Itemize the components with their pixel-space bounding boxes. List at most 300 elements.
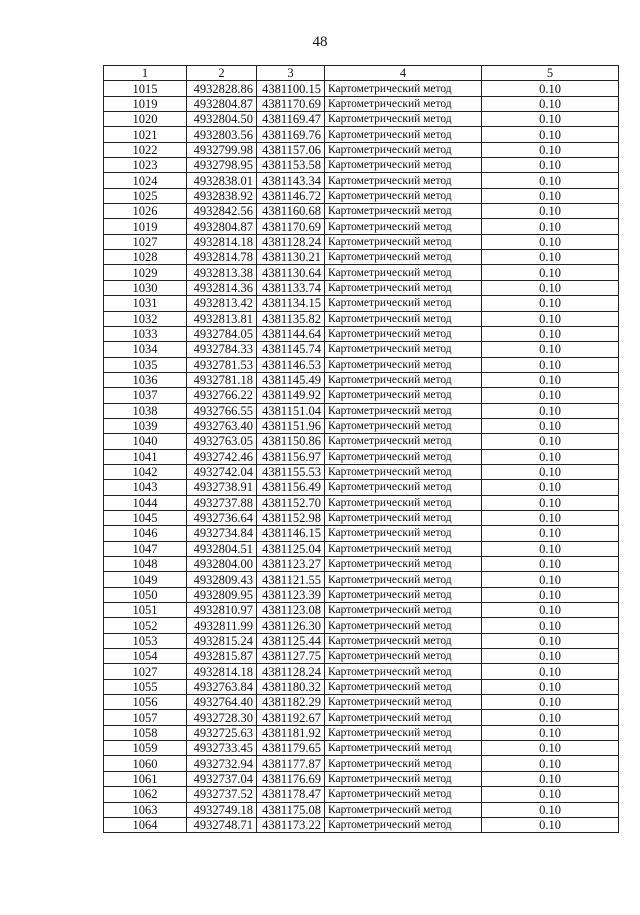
table-row (104, 342, 619, 357)
y-coordinate-cell: 4381157.06 (257, 142, 325, 157)
table-row (104, 219, 619, 234)
point-number-cell: 1040 (104, 434, 187, 449)
method-cell: Картометрический метод (325, 449, 482, 464)
x-coordinate-cell: 4932813.42 (187, 296, 257, 311)
x-coordinate-cell: 4932763.84 (187, 679, 257, 694)
table-row (104, 250, 619, 265)
x-coordinate-cell: 4932732.94 (187, 756, 257, 771)
table-row (104, 464, 619, 479)
method-cell: Картометрический метод (325, 158, 482, 173)
y-coordinate-cell: 4381146.53 (257, 357, 325, 372)
y-coordinate-cell: 4381130.64 (257, 265, 325, 280)
x-coordinate-cell: 4932814.78 (187, 250, 257, 265)
header-col-4: 4 (325, 66, 482, 81)
y-coordinate-cell: 4381181.92 (257, 725, 325, 740)
point-number-cell: 1047 (104, 541, 187, 556)
method-cell: Картометрический метод (325, 741, 482, 756)
x-coordinate-cell: 4932828.86 (187, 81, 257, 96)
table-row (104, 725, 619, 740)
table-row (104, 311, 619, 326)
method-cell: Картометрический метод (325, 541, 482, 556)
point-number-cell: 1056 (104, 695, 187, 710)
method-cell: Картометрический метод (325, 296, 482, 311)
method-cell: Картометрический метод (325, 388, 482, 403)
y-coordinate-cell: 4381123.27 (257, 557, 325, 572)
accuracy-cell: 0.10 (482, 296, 619, 311)
table-row (104, 142, 619, 157)
accuracy-cell: 0.10 (482, 403, 619, 418)
method-cell: Картометрический метод (325, 112, 482, 127)
x-coordinate-cell: 4932737.52 (187, 787, 257, 802)
method-cell: Картометрический метод (325, 403, 482, 418)
point-number-cell: 1053 (104, 633, 187, 648)
method-cell: Картометрический метод (325, 649, 482, 664)
accuracy-cell: 0.10 (482, 250, 619, 265)
x-coordinate-cell: 4932815.24 (187, 633, 257, 648)
method-cell: Картометрический метод (325, 234, 482, 249)
accuracy-cell: 0.10 (482, 142, 619, 157)
x-coordinate-cell: 4932784.05 (187, 326, 257, 341)
accuracy-cell: 0.10 (482, 158, 619, 173)
table-header-row (104, 66, 619, 81)
accuracy-cell: 0.10 (482, 771, 619, 786)
y-coordinate-cell: 4381155.53 (257, 464, 325, 479)
table-row (104, 388, 619, 403)
method-cell: Картометрический метод (325, 188, 482, 203)
table-row (104, 81, 619, 96)
y-coordinate-cell: 4381180.32 (257, 679, 325, 694)
point-number-cell: 1061 (104, 771, 187, 786)
accuracy-cell: 0.10 (482, 357, 619, 372)
method-cell: Картометрический метод (325, 434, 482, 449)
y-coordinate-cell: 4381143.34 (257, 173, 325, 188)
point-number-cell: 1045 (104, 510, 187, 525)
table-row (104, 127, 619, 142)
table-row (104, 234, 619, 249)
point-number-cell: 1055 (104, 679, 187, 694)
x-coordinate-cell: 4932736.64 (187, 510, 257, 525)
method-cell: Картометрический метод (325, 372, 482, 387)
x-coordinate-cell: 4932838.01 (187, 173, 257, 188)
x-coordinate-cell: 4932803.56 (187, 127, 257, 142)
x-coordinate-cell: 4932810.97 (187, 603, 257, 618)
y-coordinate-cell: 4381152.98 (257, 510, 325, 525)
method-cell: Картометрический метод (325, 603, 482, 618)
accuracy-cell: 0.10 (482, 219, 619, 234)
y-coordinate-cell: 4381182.29 (257, 695, 325, 710)
point-number-cell: 1027 (104, 664, 187, 679)
point-number-cell: 1021 (104, 127, 187, 142)
y-coordinate-cell: 4381160.68 (257, 204, 325, 219)
method-cell: Картометрический метод (325, 510, 482, 525)
method-cell: Картометрический метод (325, 81, 482, 96)
method-cell: Картометрический метод (325, 342, 482, 357)
accuracy-cell: 0.10 (482, 342, 619, 357)
table-row (104, 587, 619, 602)
x-coordinate-cell: 4932742.04 (187, 464, 257, 479)
accuracy-cell: 0.10 (482, 204, 619, 219)
point-number-cell: 1028 (104, 250, 187, 265)
y-coordinate-cell: 4381145.74 (257, 342, 325, 357)
accuracy-cell: 0.10 (482, 418, 619, 433)
table-body (104, 81, 619, 833)
accuracy-cell: 0.10 (482, 112, 619, 127)
method-cell: Картометрический метод (325, 495, 482, 510)
accuracy-cell: 0.10 (482, 572, 619, 587)
y-coordinate-cell: 4381134.15 (257, 296, 325, 311)
point-number-cell: 1038 (104, 403, 187, 418)
header-col-2: 2 (187, 66, 257, 81)
table-row (104, 710, 619, 725)
point-number-cell: 1052 (104, 618, 187, 633)
table-row (104, 357, 619, 372)
table-row (104, 265, 619, 280)
y-coordinate-cell: 4381177.87 (257, 756, 325, 771)
page-number: 48 (312, 34, 328, 50)
table-row (104, 557, 619, 572)
accuracy-cell: 0.10 (482, 587, 619, 602)
method-cell: Картометрический метод (325, 464, 482, 479)
accuracy-cell: 0.10 (482, 326, 619, 341)
x-coordinate-cell: 4932813.38 (187, 265, 257, 280)
table-row (104, 403, 619, 418)
accuracy-cell: 0.10 (482, 817, 619, 832)
table-row (104, 603, 619, 618)
method-cell: Картометрический метод (325, 173, 482, 188)
y-coordinate-cell: 4381126.30 (257, 618, 325, 633)
point-number-cell: 1019 (104, 96, 187, 111)
table-row (104, 372, 619, 387)
header-col-1: 1 (104, 66, 187, 81)
point-number-cell: 1029 (104, 265, 187, 280)
table-row (104, 541, 619, 556)
table-row (104, 510, 619, 525)
accuracy-cell: 0.10 (482, 664, 619, 679)
accuracy-cell: 0.10 (482, 695, 619, 710)
method-cell: Картометрический метод (325, 127, 482, 142)
accuracy-cell: 0.10 (482, 234, 619, 249)
y-coordinate-cell: 4381127.75 (257, 649, 325, 664)
x-coordinate-cell: 4932804.87 (187, 219, 257, 234)
method-cell: Картометрический метод (325, 572, 482, 587)
table-row (104, 741, 619, 756)
y-coordinate-cell: 4381170.69 (257, 96, 325, 111)
accuracy-cell: 0.10 (482, 649, 619, 664)
y-coordinate-cell: 4381149.92 (257, 388, 325, 403)
y-coordinate-cell: 4381125.04 (257, 541, 325, 556)
point-number-cell: 1022 (104, 142, 187, 157)
method-cell: Картометрический метод (325, 96, 482, 111)
x-coordinate-cell: 4932766.22 (187, 388, 257, 403)
accuracy-cell: 0.10 (482, 173, 619, 188)
method-cell: Картометрический метод (325, 710, 482, 725)
x-coordinate-cell: 4932804.50 (187, 112, 257, 127)
accuracy-cell: 0.10 (482, 188, 619, 203)
x-coordinate-cell: 4932784.33 (187, 342, 257, 357)
method-cell: Картометрический метод (325, 633, 482, 648)
x-coordinate-cell: 4932799.98 (187, 142, 257, 157)
table-row (104, 679, 619, 694)
table-row (104, 633, 619, 648)
y-coordinate-cell: 4381153.58 (257, 158, 325, 173)
method-cell: Картометрический метод (325, 587, 482, 602)
method-cell: Картометрический метод (325, 280, 482, 295)
y-coordinate-cell: 4381192.67 (257, 710, 325, 725)
y-coordinate-cell: 4381146.72 (257, 188, 325, 203)
x-coordinate-cell: 4932781.18 (187, 372, 257, 387)
accuracy-cell: 0.10 (482, 480, 619, 495)
method-cell: Картометрический метод (325, 326, 482, 341)
point-number-cell: 1059 (104, 741, 187, 756)
method-cell: Картометрический метод (325, 142, 482, 157)
point-number-cell: 1064 (104, 817, 187, 832)
x-coordinate-cell: 4932838.92 (187, 188, 257, 203)
table-row (104, 817, 619, 832)
y-coordinate-cell: 4381123.39 (257, 587, 325, 602)
point-number-cell: 1042 (104, 464, 187, 479)
table-row (104, 695, 619, 710)
y-coordinate-cell: 4381151.04 (257, 403, 325, 418)
method-cell: Картометрический метод (325, 695, 482, 710)
table-row (104, 96, 619, 111)
accuracy-cell: 0.10 (482, 787, 619, 802)
table-row (104, 480, 619, 495)
accuracy-cell: 0.10 (482, 756, 619, 771)
x-coordinate-cell: 4932725.63 (187, 725, 257, 740)
x-coordinate-cell: 4932763.40 (187, 418, 257, 433)
table-row (104, 664, 619, 679)
table-row (104, 418, 619, 433)
method-cell: Картометрический метод (325, 557, 482, 572)
point-number-cell: 1049 (104, 572, 187, 587)
point-number-cell: 1063 (104, 802, 187, 817)
accuracy-cell: 0.10 (482, 449, 619, 464)
y-coordinate-cell: 4381145.49 (257, 372, 325, 387)
point-number-cell: 1046 (104, 526, 187, 541)
method-cell: Картометрический метод (325, 265, 482, 280)
point-number-cell: 1034 (104, 342, 187, 357)
y-coordinate-cell: 4381169.47 (257, 112, 325, 127)
x-coordinate-cell: 4932734.84 (187, 526, 257, 541)
point-number-cell: 1026 (104, 204, 187, 219)
method-cell: Картометрический метод (325, 311, 482, 326)
accuracy-cell: 0.10 (482, 725, 619, 740)
table-row (104, 296, 619, 311)
table-row (104, 173, 619, 188)
y-coordinate-cell: 4381175.08 (257, 802, 325, 817)
y-coordinate-cell: 4381121.55 (257, 572, 325, 587)
accuracy-cell: 0.10 (482, 280, 619, 295)
x-coordinate-cell: 4932804.00 (187, 557, 257, 572)
point-number-cell: 1041 (104, 449, 187, 464)
point-number-cell: 1030 (104, 280, 187, 295)
x-coordinate-cell: 4932737.04 (187, 771, 257, 786)
y-coordinate-cell: 4381128.24 (257, 664, 325, 679)
method-cell: Картометрический метод (325, 664, 482, 679)
y-coordinate-cell: 4381150.86 (257, 434, 325, 449)
method-cell: Картометрический метод (325, 771, 482, 786)
accuracy-cell: 0.10 (482, 526, 619, 541)
accuracy-cell: 0.10 (482, 96, 619, 111)
point-number-cell: 1039 (104, 418, 187, 433)
method-cell: Картометрический метод (325, 219, 482, 234)
x-coordinate-cell: 4932748.71 (187, 817, 257, 832)
point-number-cell: 1033 (104, 326, 187, 341)
x-coordinate-cell: 4932814.36 (187, 280, 257, 295)
y-coordinate-cell: 4381135.82 (257, 311, 325, 326)
x-coordinate-cell: 4932809.95 (187, 587, 257, 602)
x-coordinate-cell: 4932809.43 (187, 572, 257, 587)
accuracy-cell: 0.10 (482, 603, 619, 618)
table-row (104, 618, 619, 633)
accuracy-cell: 0.10 (482, 510, 619, 525)
x-coordinate-cell: 4932738.91 (187, 480, 257, 495)
table-row (104, 649, 619, 664)
point-number-cell: 1058 (104, 725, 187, 740)
table-row (104, 158, 619, 173)
x-coordinate-cell: 4932804.51 (187, 541, 257, 556)
x-coordinate-cell: 4932811.99 (187, 618, 257, 633)
y-coordinate-cell: 4381178.47 (257, 787, 325, 802)
y-coordinate-cell: 4381100.15 (257, 81, 325, 96)
method-cell: Картометрический метод (325, 802, 482, 817)
table-row (104, 495, 619, 510)
x-coordinate-cell: 4932737.88 (187, 495, 257, 510)
accuracy-cell: 0.10 (482, 372, 619, 387)
point-number-cell: 1027 (104, 234, 187, 249)
y-coordinate-cell: 4381179.65 (257, 741, 325, 756)
point-number-cell: 1020 (104, 112, 187, 127)
method-cell: Картометрический метод (325, 357, 482, 372)
point-number-cell: 1019 (104, 219, 187, 234)
table-row (104, 434, 619, 449)
accuracy-cell: 0.10 (482, 802, 619, 817)
y-coordinate-cell: 4381169.76 (257, 127, 325, 142)
method-cell: Картометрический метод (325, 250, 482, 265)
accuracy-cell: 0.10 (482, 388, 619, 403)
y-coordinate-cell: 4381156.97 (257, 449, 325, 464)
point-number-cell: 1023 (104, 158, 187, 173)
accuracy-cell: 0.10 (482, 127, 619, 142)
table-row (104, 280, 619, 295)
accuracy-cell: 0.10 (482, 557, 619, 572)
accuracy-cell: 0.10 (482, 679, 619, 694)
header-col-5: 5 (482, 66, 619, 81)
point-number-cell: 1032 (104, 311, 187, 326)
accuracy-cell: 0.10 (482, 464, 619, 479)
x-coordinate-cell: 4932763.05 (187, 434, 257, 449)
x-coordinate-cell: 4932742.46 (187, 449, 257, 464)
point-number-cell: 1062 (104, 787, 187, 802)
header-col-3: 3 (257, 66, 325, 81)
method-cell: Картометрический метод (325, 756, 482, 771)
x-coordinate-cell: 4932813.81 (187, 311, 257, 326)
y-coordinate-cell: 4381151.96 (257, 418, 325, 433)
accuracy-cell: 0.10 (482, 81, 619, 96)
accuracy-cell: 0.10 (482, 311, 619, 326)
point-number-cell: 1048 (104, 557, 187, 572)
y-coordinate-cell: 4381156.49 (257, 480, 325, 495)
y-coordinate-cell: 4381144.64 (257, 326, 325, 341)
table-row (104, 771, 619, 786)
y-coordinate-cell: 4381128.24 (257, 234, 325, 249)
method-cell: Картометрический метод (325, 725, 482, 740)
method-cell: Картометрический метод (325, 787, 482, 802)
coordinates-table (103, 65, 619, 833)
y-coordinate-cell: 4381130.21 (257, 250, 325, 265)
point-number-cell: 1036 (104, 372, 187, 387)
y-coordinate-cell: 4381152.70 (257, 495, 325, 510)
point-number-cell: 1037 (104, 388, 187, 403)
point-number-cell: 1051 (104, 603, 187, 618)
table-row (104, 112, 619, 127)
x-coordinate-cell: 4932842.56 (187, 204, 257, 219)
x-coordinate-cell: 4932804.87 (187, 96, 257, 111)
y-coordinate-cell: 4381133.74 (257, 280, 325, 295)
method-cell: Картометрический метод (325, 204, 482, 219)
point-number-cell: 1024 (104, 173, 187, 188)
y-coordinate-cell: 4381170.69 (257, 219, 325, 234)
accuracy-cell: 0.10 (482, 495, 619, 510)
method-cell: Картометрический метод (325, 480, 482, 495)
y-coordinate-cell: 4381146.15 (257, 526, 325, 541)
x-coordinate-cell: 4932728.30 (187, 710, 257, 725)
point-number-cell: 1015 (104, 81, 187, 96)
method-cell: Картометрический метод (325, 679, 482, 694)
point-number-cell: 1035 (104, 357, 187, 372)
x-coordinate-cell: 4932781.53 (187, 357, 257, 372)
table-row (104, 326, 619, 341)
table-row (104, 756, 619, 771)
table-row (104, 204, 619, 219)
table-row (104, 526, 619, 541)
method-cell: Картометрический метод (325, 418, 482, 433)
point-number-cell: 1057 (104, 710, 187, 725)
table-row (104, 802, 619, 817)
x-coordinate-cell: 4932798.95 (187, 158, 257, 173)
y-coordinate-cell: 4381125.44 (257, 633, 325, 648)
y-coordinate-cell: 4381176.69 (257, 771, 325, 786)
point-number-cell: 1043 (104, 480, 187, 495)
table-row (104, 449, 619, 464)
x-coordinate-cell: 4932814.18 (187, 234, 257, 249)
x-coordinate-cell: 4932766.55 (187, 403, 257, 418)
accuracy-cell: 0.10 (482, 265, 619, 280)
accuracy-cell: 0.10 (482, 541, 619, 556)
x-coordinate-cell: 4932764.40 (187, 695, 257, 710)
point-number-cell: 1044 (104, 495, 187, 510)
method-cell: Картометрический метод (325, 817, 482, 832)
y-coordinate-cell: 4381123.08 (257, 603, 325, 618)
accuracy-cell: 0.10 (482, 434, 619, 449)
accuracy-cell: 0.10 (482, 710, 619, 725)
x-coordinate-cell: 4932749.18 (187, 802, 257, 817)
point-number-cell: 1054 (104, 649, 187, 664)
table-row (104, 787, 619, 802)
point-number-cell: 1025 (104, 188, 187, 203)
accuracy-cell: 0.10 (482, 633, 619, 648)
method-cell: Картометрический метод (325, 526, 482, 541)
method-cell: Картометрический метод (325, 618, 482, 633)
point-number-cell: 1050 (104, 587, 187, 602)
table-row (104, 572, 619, 587)
table-row (104, 188, 619, 203)
x-coordinate-cell: 4932815.87 (187, 649, 257, 664)
point-number-cell: 1031 (104, 296, 187, 311)
point-number-cell: 1060 (104, 756, 187, 771)
x-coordinate-cell: 4932814.18 (187, 664, 257, 679)
x-coordinate-cell: 4932733.45 (187, 741, 257, 756)
